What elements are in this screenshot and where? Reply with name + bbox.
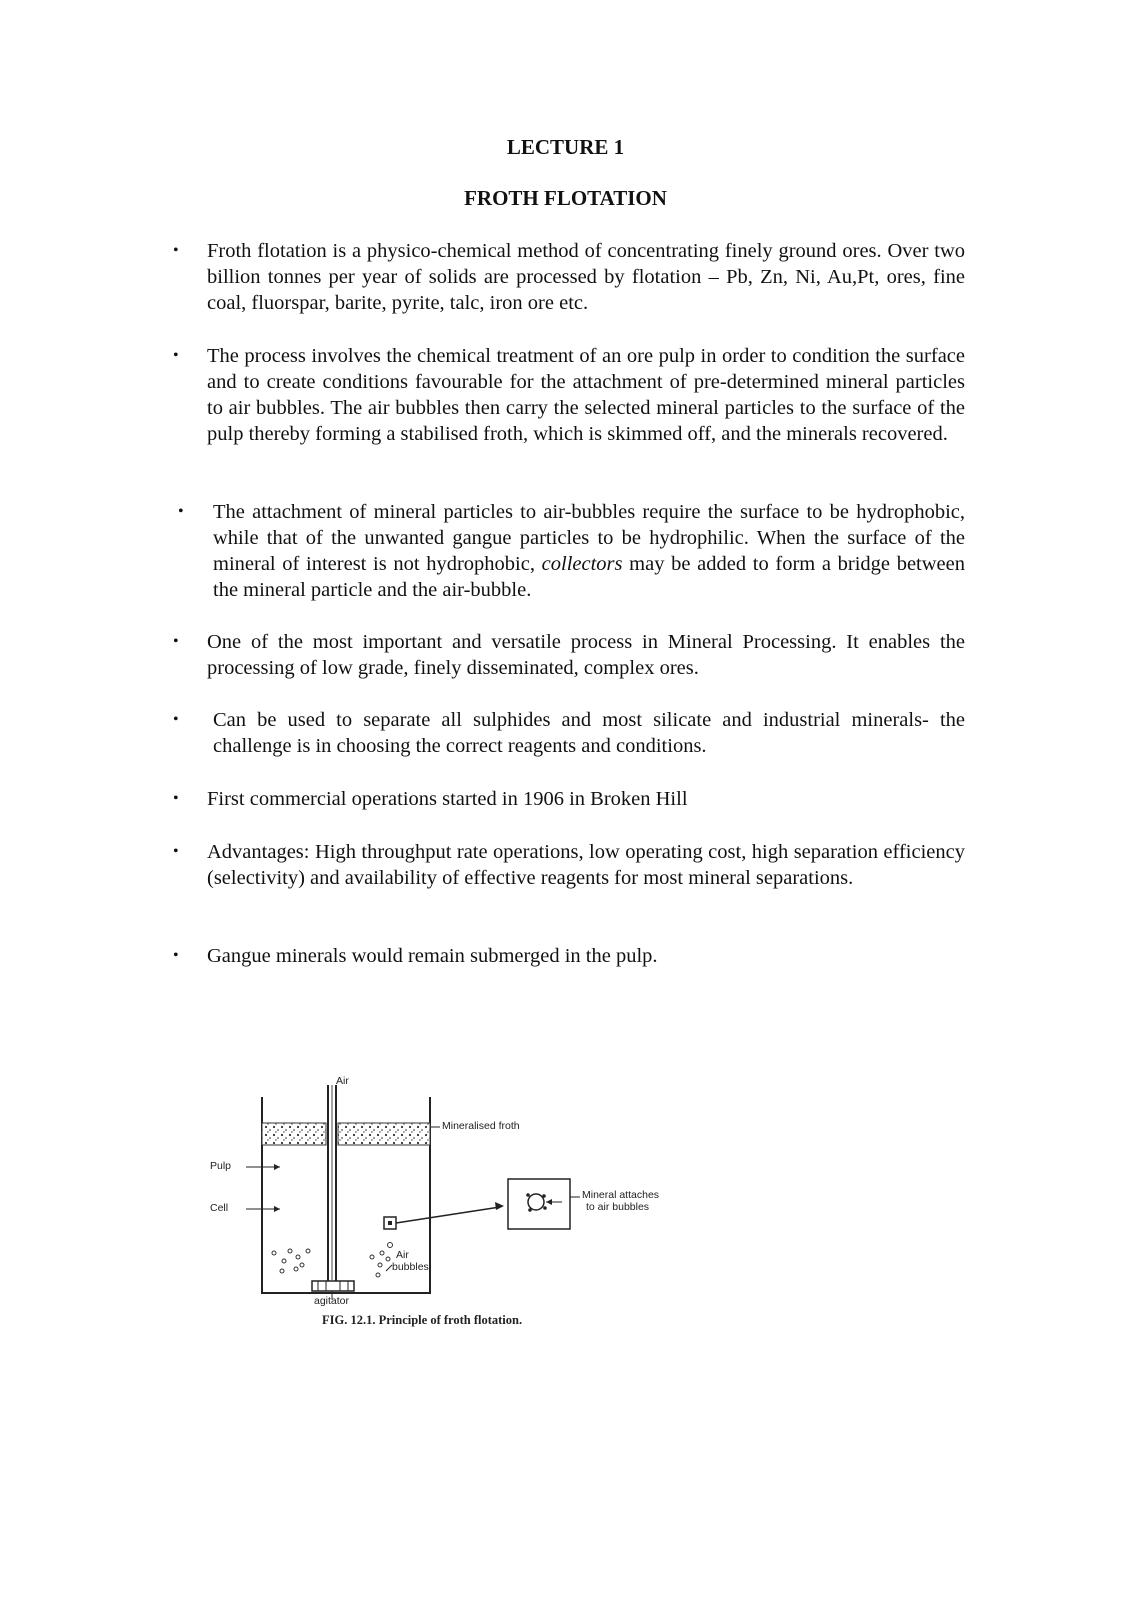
bullet-marker: • (178, 503, 184, 520)
bullet-marker: • (173, 843, 179, 860)
bullet-marker: • (173, 347, 179, 364)
mineral-attachment-zoom (508, 1179, 570, 1229)
list-item-text: The process involves the chemical treatment of an ore pulp in order to condition the surface and to create conditions favourable for the attachment of pre-determined mineral particles to air bubbles. The air bubbles then carry the selected mineral particles to the surface of the pulp thereby forming a stabilised froth, which is skimmed off, and the minerals recovered. (207, 345, 965, 445)
list-item-text: Gangue minerals would remain submerged in the pulp. (207, 945, 658, 967)
list-item (173, 238, 965, 316)
collectors-term: collectors (541, 553, 623, 575)
list-item-text: Can be used to separate all sulphides and most silicate and industrial minerals- the challenge is in choosing the correct reagents and conditions. (213, 709, 965, 757)
list-item-text: First commercial operations started in 1906 in Broken Hill (207, 788, 688, 810)
froth-layer-left (262, 1123, 326, 1145)
flotation-figure (200, 1075, 720, 1385)
bullet-marker: • (173, 633, 179, 650)
list-item-text: One of the most important and versatile process in Mineral Processing. It enables the processing of low grade, finely disseminated, complex ores. (207, 631, 965, 679)
air-bubbles-left (272, 1249, 310, 1273)
label-pulp: Pulp (210, 1160, 232, 1172)
text-part: The attachment of mineral particles to air-bubbles require the surface to be hydrophobic, while that of the unwanted gangue particles to be hydrophilic. When the surface of the mineral of interest is not hydrophobic, (213, 501, 965, 575)
figure-caption: FIG. 12.1. Principle of froth flotation. (322, 1313, 523, 1327)
list-item (173, 839, 965, 891)
list-item-text: Advantages: High throughput rate operations, low operating cost, high separation efficiency (selectivity) and availability of effective reagents for most mineral separations. (207, 841, 965, 889)
list-item (173, 786, 965, 812)
label-bubbles-2: bubbles (392, 1261, 429, 1273)
list-item (173, 943, 965, 969)
list-item (173, 629, 965, 681)
list-item-text: Froth flotation is a physico-chemical method of concentrating finely ground ores. Over two billion tonnes per year of solids are processed by flotation – Pb, Zn, Ni, Au,Pt, ores, fine coal, fluorspar, barite, pyrite, talc, iron ore etc. (207, 240, 965, 314)
text-part: may be added to form a bridge between the mineral particle and the air-bubble. (213, 553, 965, 601)
bullet-marker: • (173, 790, 179, 807)
list-item (173, 707, 965, 759)
air-bubbles-right (370, 1243, 393, 1278)
list-item (173, 499, 965, 603)
lecture-number: LECTURE 1 (506, 135, 625, 159)
label-agitator: agitator (314, 1295, 350, 1307)
label-cell: Cell (210, 1202, 229, 1214)
bullet-marker: • (173, 711, 179, 728)
label-froth: Mineralised froth (442, 1120, 520, 1132)
label-attach: Mineral attaches (582, 1189, 660, 1201)
label-attach-2: to air bubbles (586, 1201, 650, 1213)
label-bubbles: Air (396, 1249, 409, 1261)
bullet-marker: • (173, 242, 179, 259)
page-title: FROTH FLOTATION (464, 186, 667, 210)
label-air: Air (336, 1075, 349, 1087)
list-item (173, 343, 965, 447)
list-item-text (213, 499, 965, 603)
bullet-marker: • (173, 947, 179, 964)
froth-layer-right (338, 1123, 430, 1145)
